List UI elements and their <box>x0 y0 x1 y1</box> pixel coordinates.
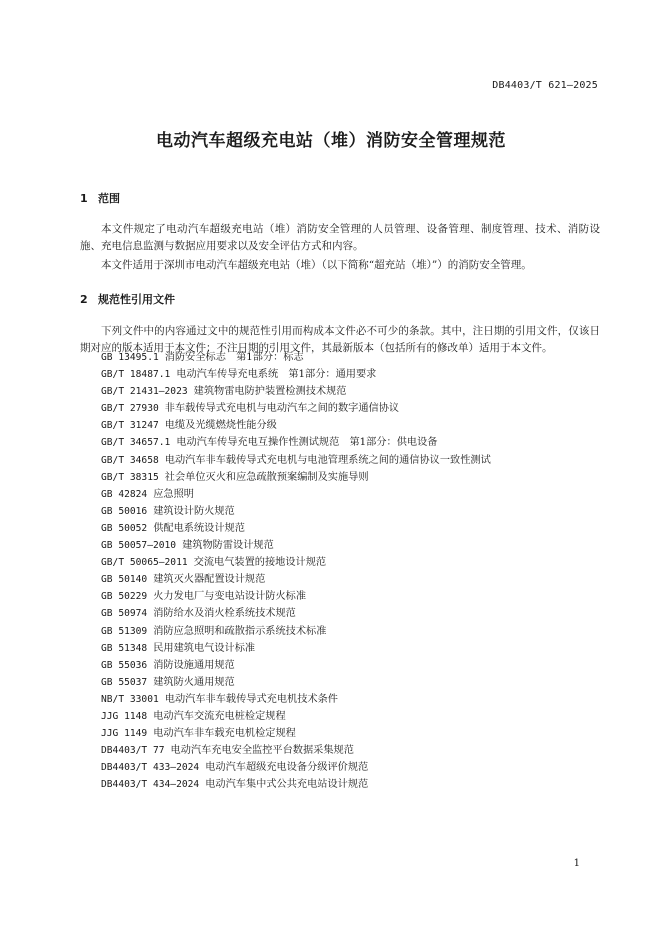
reference-code: DB4403/T 433—2024 <box>101 762 200 774</box>
reference-item <box>101 452 491 469</box>
reference-code: GB/T 34658 <box>101 454 159 466</box>
reference-item <box>101 623 491 640</box>
reference-code: GB 13495.1 <box>101 352 159 363</box>
section-2-heading <box>80 291 175 307</box>
reference-code: GB 50974 <box>101 608 148 620</box>
reference-item <box>101 349 491 366</box>
reference-item <box>101 434 491 451</box>
reference-item <box>101 503 491 520</box>
reference-code: GB/T 21431—2023 <box>101 386 188 398</box>
reference-title: 非车载传导式充电机与电动汽车之间的数字通信协议 <box>164 403 400 415</box>
reference-item <box>101 520 491 537</box>
reference-title: 建筑设计防火规范 <box>153 505 235 517</box>
reference-title: 电动汽车传导充电互操作性测试规范 第1部分：供电设备 <box>176 437 438 449</box>
reference-code: GB 42824 <box>101 488 148 500</box>
section-1-heading <box>80 190 120 206</box>
reference-title: 电缆及光缆燃烧性能分级 <box>164 420 277 432</box>
reference-code: GB/T 38315 <box>101 471 159 483</box>
document-code: DB4403/T 621—2025 <box>492 80 598 91</box>
reference-title: 消防安全标志 第1部分：标志 <box>164 352 304 363</box>
reference-title: 建筑物防雷设计规范 <box>182 540 274 552</box>
reference-code: GB 50052 <box>101 522 148 534</box>
reference-code: GB/T 31247 <box>101 420 159 432</box>
reference-code: GB/T 18487.1 <box>101 369 171 381</box>
reference-code: GB/T 27930 <box>101 403 159 415</box>
page-number: 1 <box>573 858 580 869</box>
reference-title: 社会单位灭火和应急疏散预案编制及实施导则 <box>164 471 369 483</box>
reference-title: 电动汽车超级充电设备分级评价规范 <box>205 762 369 774</box>
reference-title: 民用建筑电气设计标准 <box>153 642 256 654</box>
reference-title: 建筑防火通用规范 <box>153 676 235 688</box>
reference-item <box>101 571 491 588</box>
reference-item <box>101 742 491 759</box>
reference-title: 供配电系统设计规范 <box>153 522 245 534</box>
reference-title: 应急照明 <box>153 488 194 500</box>
reference-code: GB 50140 <box>101 574 148 586</box>
document-title: 电动汽车超级充电站（堆）消防安全管理规范 <box>156 131 506 151</box>
reference-code: GB 51309 <box>101 625 148 637</box>
reference-title: 交流电气装置的接地设计规范 <box>193 557 327 569</box>
reference-code: GB 55037 <box>101 676 148 688</box>
reference-code: GB 55036 <box>101 659 148 671</box>
reference-title: 电动汽车交流充电桩检定规程 <box>153 710 286 722</box>
reference-code: GB/T 50065—2011 <box>101 557 188 569</box>
reference-item <box>101 674 491 691</box>
reference-item <box>101 417 491 434</box>
reference-list <box>101 349 491 793</box>
reference-code: GB 51348 <box>101 642 148 654</box>
reference-item <box>101 469 491 486</box>
reference-code: GB 50057—2010 <box>101 540 177 552</box>
reference-title: 电动汽车集中式公共充电站设计规范 <box>205 779 369 791</box>
reference-item <box>101 776 491 793</box>
reference-item <box>101 640 491 657</box>
section-1-title: 范围 <box>98 192 120 205</box>
reference-title: 电动汽车充电安全监控平台数据采集规范 <box>170 745 354 757</box>
reference-code: JJG 1148 <box>101 710 148 722</box>
reference-item <box>101 605 491 622</box>
reference-code: JJG 1149 <box>101 728 148 740</box>
reference-title: 消防给水及消火栓系统技术规范 <box>153 608 296 620</box>
section-1-paragraph-2: 本文件适用于深圳市电动汽车超级充电站（堆）（以下简称“超充站（堆）”）的消防安全管理。 <box>101 259 532 271</box>
reference-title: 消防设施通用规范 <box>153 659 235 671</box>
section-2-number: 2 <box>80 293 88 306</box>
reference-item <box>101 486 491 503</box>
reference-item <box>101 691 491 708</box>
section-2-intro: 下列文件中的内容通过文中的规范性引用而构成本文件必不可少的条款。其中，注日期的引用文件，仅该日期对应的版本适用于本文件；不注日期的引用文件，其最新版本（包括所有的修改单）适用于本文件。 <box>80 325 600 354</box>
reference-title: 建筑灭火器配置设计规范 <box>153 574 266 586</box>
reference-title: 电动汽车传导充电系统 第1部分：通用要求 <box>176 369 377 381</box>
reference-item <box>101 759 491 776</box>
reference-item <box>101 657 491 674</box>
reference-item <box>101 537 491 554</box>
reference-code: GB/T 34657.1 <box>101 437 171 449</box>
reference-item <box>101 554 491 571</box>
reference-item <box>101 366 491 383</box>
reference-item <box>101 383 491 400</box>
reference-code: DB4403/T 77 <box>101 745 165 757</box>
reference-item <box>101 400 491 417</box>
reference-title: 电动汽车非车载充电机检定规程 <box>153 728 296 740</box>
reference-title: 火力发电厂与变电站设计防火标准 <box>153 591 307 603</box>
reference-code: NB/T 33001 <box>101 693 159 705</box>
reference-item <box>101 708 491 725</box>
section-1-paragraph-1: 本文件规定了电动汽车超级充电站（堆）消防安全管理的人员管理、设备管理、制度管理、技术、消防设施、充电信息监测与数据应用要求以及安全评估方式和内容。 <box>80 223 600 252</box>
reference-code: GB 50229 <box>101 591 148 603</box>
reference-title: 消防应急照明和疏散指示系统技术标准 <box>153 625 327 637</box>
section-2-title: 规范性引用文件 <box>98 293 175 306</box>
reference-title: 建筑物雷电防护装置检测技术规范 <box>193 386 347 398</box>
reference-title: 电动汽车非车载传导式充电机技术条件 <box>164 693 338 705</box>
reference-item <box>101 588 491 605</box>
section-1-number: 1 <box>80 192 88 205</box>
reference-code: GB 50016 <box>101 505 148 517</box>
reference-item <box>101 725 491 742</box>
reference-title: 电动汽车非车载传导式充电机与电池管理系统之间的通信协议一致性测试 <box>164 454 491 466</box>
reference-code: DB4403/T 434—2024 <box>101 779 200 791</box>
